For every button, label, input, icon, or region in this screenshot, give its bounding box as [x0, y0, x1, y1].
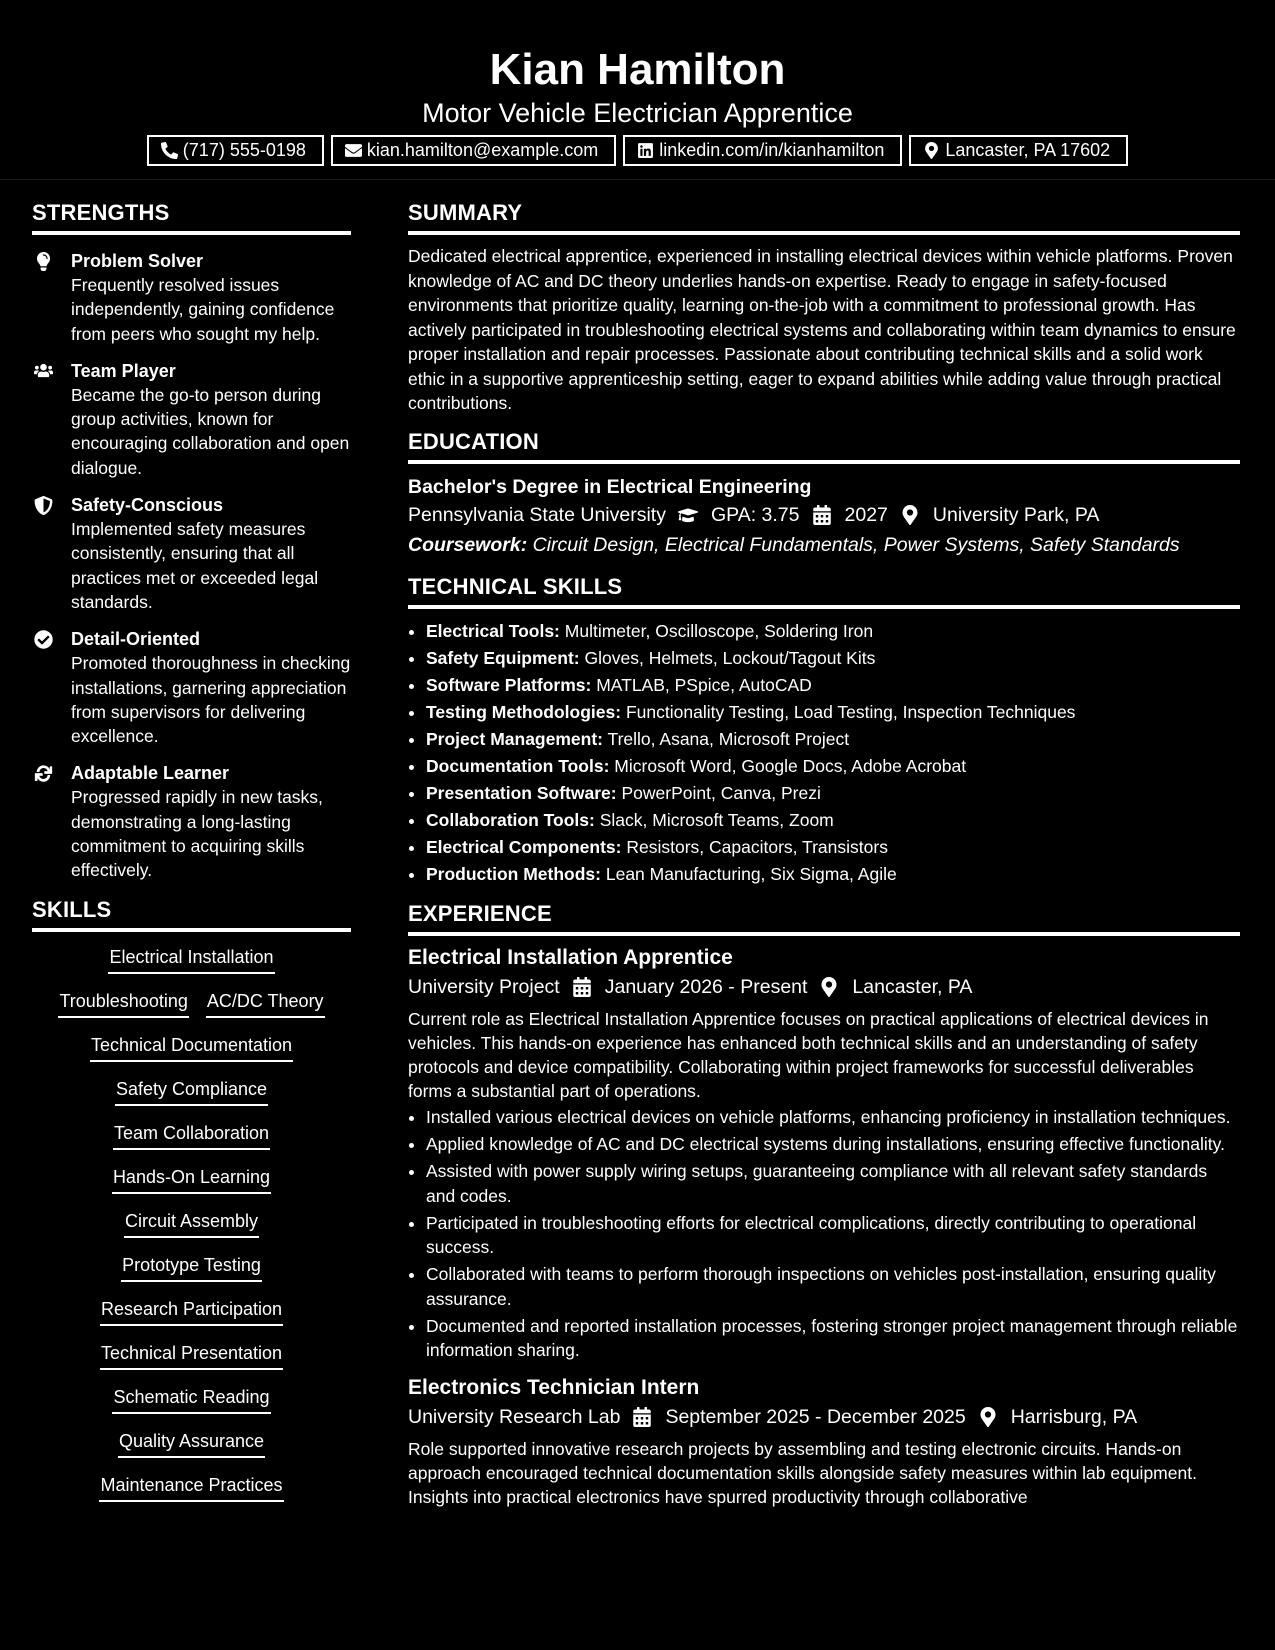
left-column — [32, 199, 351, 1516]
skill-tag: Quality Assurance — [118, 1428, 265, 1458]
candidate-title: Motor Vehicle Electrician Apprentice — [422, 98, 853, 128]
list-item — [426, 861, 1240, 888]
job-org: University Project — [408, 975, 560, 998]
calendar-icon — [631, 1406, 653, 1428]
job-location: Lancaster, PA — [852, 975, 973, 998]
school-name: Pennsylvania State University — [408, 503, 666, 526]
job-description: Current role as Electrical Installation Apprentice focuses on practical applications of electrical devices in vehicles. This hands-on experience has enhanced both technical skills and an understanding of safety protocols and device compatibility. Collaborating within project frameworks for successful deliverables forms a substantial part of operations. — [408, 1008, 1209, 1102]
strength-item — [32, 249, 351, 346]
skill-tag: Circuit Assembly — [124, 1208, 259, 1238]
skill-tag: Electrical Installation — [108, 944, 274, 974]
right-column — [408, 199, 1240, 1510]
job-meta — [408, 972, 1240, 1002]
job-bullets — [408, 1105, 1240, 1363]
skills-heading: SKILLS — [32, 896, 351, 932]
education-meta — [408, 500, 1240, 530]
contact-phone[interactable] — [147, 135, 324, 166]
skill-row — [32, 988, 351, 1018]
tech-skill-label: Safety Equipment: — [426, 647, 580, 668]
list-item: • Installed various electrical devices on vehicle platforms, enhancing proficiency in installation techniques. — [426, 1105, 1240, 1129]
skill-row — [32, 1164, 351, 1194]
contact-email-text: kian.hamilton@example.com — [366, 140, 599, 160]
coursework-list: Circuit Design, Electrical Fundamentals, Power Systems, Safety Standards — [532, 533, 1180, 556]
tech-skill-label: Software Platforms: — [426, 674, 592, 695]
job-dates: January 2026 - Present — [604, 975, 808, 998]
experience-heading: EXPERIENCE — [408, 900, 1240, 936]
skill-tag: Prototype Testing — [121, 1252, 262, 1282]
calendar-icon — [811, 504, 833, 526]
graduation-cap-icon — [677, 504, 699, 526]
contact-email[interactable] — [331, 135, 616, 166]
list-item — [426, 807, 1240, 834]
sync-icon — [33, 763, 54, 783]
list-item: • Participated in troubleshooting efforts for electrical complications, directly contributing to operational success. — [426, 1211, 1240, 1260]
tech-skill-value: Slack, Microsoft Teams, Zoom — [599, 809, 834, 830]
job-location: Harrisburg, PA — [1010, 1405, 1138, 1428]
summary-heading: SUMMARY — [408, 199, 1240, 235]
contact-phone-text: (717) 555-0198 — [182, 140, 306, 160]
linkedin-icon — [637, 142, 654, 159]
job-entry — [408, 1374, 1240, 1510]
contact-location-text: Lancaster, PA 17602 — [945, 140, 1111, 160]
strength-item — [32, 761, 351, 882]
candidate-name: Kian Hamilton — [489, 45, 786, 94]
calendar-icon — [571, 976, 593, 998]
list-item — [426, 780, 1240, 807]
shield-icon — [33, 495, 54, 515]
map-marker-icon — [899, 504, 921, 526]
strength-text: Implemented safety measures consistently, ensuring that all practices met or exceeded legal standards. — [71, 519, 319, 612]
contact-linkedin-text: linkedin.com/in/kianhamilton — [659, 140, 885, 160]
strength-item — [32, 493, 351, 614]
strength-text: Promoted thoroughness in checking installations, garnering appreciation from supervisors for delivering excellence. — [71, 653, 351, 747]
technical-skills-heading: TECHNICAL SKILLS — [408, 573, 1240, 609]
list-item: • Applied knowledge of AC and DC electrical systems during installations, ensuring effective functionality. — [426, 1132, 1240, 1156]
degree-title: Bachelor's Degree in Electrical Engineering — [408, 475, 812, 498]
tech-skill-value: Microsoft Word, Google Docs, Adobe Acrobat — [614, 755, 967, 776]
tech-skill-label: Testing Methodologies: — [426, 701, 622, 722]
contact-bar — [0, 135, 1275, 166]
tech-skill-value: PowerPoint, Canva, Prezi — [621, 782, 821, 803]
tech-skill-label: Collaboration Tools: — [426, 809, 595, 830]
skills-section — [32, 896, 351, 1502]
strengths-heading: STRENGTHS — [32, 199, 351, 235]
skill-tag: Technical Presentation — [100, 1340, 283, 1370]
school-location: University Park, PA — [932, 503, 1100, 526]
map-marker-icon — [818, 976, 840, 998]
skill-row — [32, 1076, 351, 1106]
tech-skill-label: Electrical Components: — [426, 836, 622, 857]
strengths-list — [32, 249, 351, 883]
list-item — [426, 699, 1240, 726]
experience-section — [408, 900, 1240, 1510]
tech-skill-label: Electrical Tools: — [426, 620, 560, 641]
skill-tag: Research Participation — [100, 1296, 283, 1326]
list-item — [426, 672, 1240, 699]
strength-text: Progressed rapidly in new tasks, demonstrating a long-lasting commitment to acquiring skills effectively. — [71, 787, 323, 881]
lightbulb-icon — [33, 251, 54, 271]
skill-row — [32, 1208, 351, 1238]
job-title: Electronics Technician Intern — [408, 1375, 700, 1399]
list-item: • Assisted with power supply wiring setups, guaranteeing compliance with all relevant safety standards and codes. — [426, 1159, 1240, 1208]
coursework — [408, 530, 1240, 561]
tech-skill-value: Lean Manufacturing, Six Sigma, Agile — [605, 863, 897, 884]
check-circle-icon — [33, 629, 54, 649]
skill-row — [32, 1472, 351, 1502]
list-item — [426, 618, 1240, 645]
tech-skill-value: Resistors, Capacitors, Transistors — [626, 836, 888, 857]
strength-title: Team Player — [71, 360, 176, 381]
job-meta — [408, 1402, 1240, 1432]
job-title: Electrical Installation Apprentice — [408, 945, 733, 969]
skill-tag: Safety Compliance — [115, 1076, 268, 1106]
tech-skill-label: Project Management: — [426, 728, 603, 749]
skills-list — [32, 944, 351, 1502]
envelope-icon — [345, 142, 362, 159]
list-item — [426, 834, 1240, 861]
job-org: University Research Lab — [408, 1405, 621, 1428]
strength-item — [32, 627, 351, 748]
list-item — [426, 753, 1240, 780]
skill-row — [32, 1428, 351, 1458]
skill-tag: Hands-On Learning — [112, 1164, 271, 1194]
job-entry — [408, 944, 1240, 1363]
list-item: • Documented and reported installation processes, fostering stronger project management through reliable information sharing. — [426, 1314, 1240, 1363]
skill-row — [32, 1384, 351, 1414]
users-icon — [33, 361, 54, 381]
phone-icon — [161, 142, 178, 159]
map-marker-icon — [977, 1406, 999, 1428]
tech-skill-value: MATLAB, PSpice, AutoCAD — [596, 674, 812, 695]
job-dates: September 2025 - December 2025 — [665, 1405, 966, 1428]
strength-title: Safety-Conscious — [71, 495, 224, 516]
tech-skill-label: Documentation Tools: — [426, 755, 610, 776]
education-section — [408, 428, 1240, 561]
tech-skill-value: Gloves, Helmets, Lockout/Tagout Kits — [584, 647, 876, 668]
strength-title: Adaptable Learner — [71, 763, 230, 784]
tech-skill-value: Multimeter, Oscilloscope, Soldering Iron — [564, 620, 874, 641]
contact-location[interactable] — [909, 135, 1128, 166]
tech-skill-label: Presentation Software: — [426, 782, 617, 803]
tech-skill-value: Trello, Asana, Microsoft Project — [607, 728, 850, 749]
technical-skills-section — [408, 573, 1240, 888]
skill-tag: AC/DC Theory — [206, 988, 325, 1018]
contact-linkedin[interactable] — [623, 135, 902, 166]
strength-item — [32, 359, 351, 480]
skill-row — [32, 1296, 351, 1326]
skill-row — [32, 1120, 351, 1150]
list-item — [426, 645, 1240, 672]
skill-row — [32, 944, 351, 974]
skill-tag: Troubleshooting — [58, 988, 188, 1018]
tech-skill-label: Production Methods: — [426, 863, 601, 884]
skill-row — [32, 1340, 351, 1370]
list-item: • Collaborated with teams to perform thorough inspections on vehicles post-installation, ensuring quality assurance. — [426, 1262, 1240, 1311]
coursework-label: Coursework: — [408, 533, 528, 556]
education-heading: EDUCATION — [408, 428, 1240, 464]
skill-row — [32, 1032, 351, 1062]
skill-row — [32, 1252, 351, 1282]
job-description: Role supported innovative research projects by assembling and testing electronic circuits. Hands-on approach encouraged technical documentation skills alongside safety measures within lab equipment. Insights into practical electronics have spurred productivity through collaborative — [408, 1438, 1197, 1508]
graduation-year: 2027 — [844, 503, 888, 526]
strengths-section — [32, 199, 351, 883]
list-item — [426, 726, 1240, 753]
strength-title: Detail-Oriented — [71, 629, 201, 650]
strength-title: Problem Solver — [71, 251, 204, 271]
skill-tag: Team Collaboration — [113, 1120, 270, 1150]
tech-skill-value: Functionality Testing, Load Testing, Inspection Techniques — [625, 701, 1076, 722]
technical-skills-list — [408, 618, 1240, 888]
skill-tag: Schematic Reading — [112, 1384, 270, 1414]
summary-text: Dedicated electrical apprentice, experienced in installing electrical devices within vehicle platforms. Proven knowledge of AC and DC theory underlies hands-on expertise. Ready to engage in safety-focused environments that prioritize quality, learning on-the-job with a commitment to professional growth. Has actively participated in troubleshooting electrical systems and collaborating within team dynamics to ensure proper installation and repair processes. Passionate about contributing technical skills and a solid work ethic in a supportive apprenticeship setting, eager to expand abilities while adding value through practical contributions. — [408, 246, 1236, 413]
map-marker-icon — [923, 142, 940, 159]
summary-section — [408, 199, 1240, 416]
skill-tag: Maintenance Practices — [99, 1472, 283, 1502]
strength-text: Frequently resolved issues independently, gaining confidence from peers who sought my help. — [71, 275, 335, 344]
gpa: GPA: 3.75 — [710, 503, 800, 526]
strength-text: Became the go-to person during group activities, known for encouraging collaboration and open dialogue. — [71, 384, 350, 478]
skill-tag: Technical Documentation — [90, 1032, 293, 1062]
resume-header — [0, 0, 1275, 180]
